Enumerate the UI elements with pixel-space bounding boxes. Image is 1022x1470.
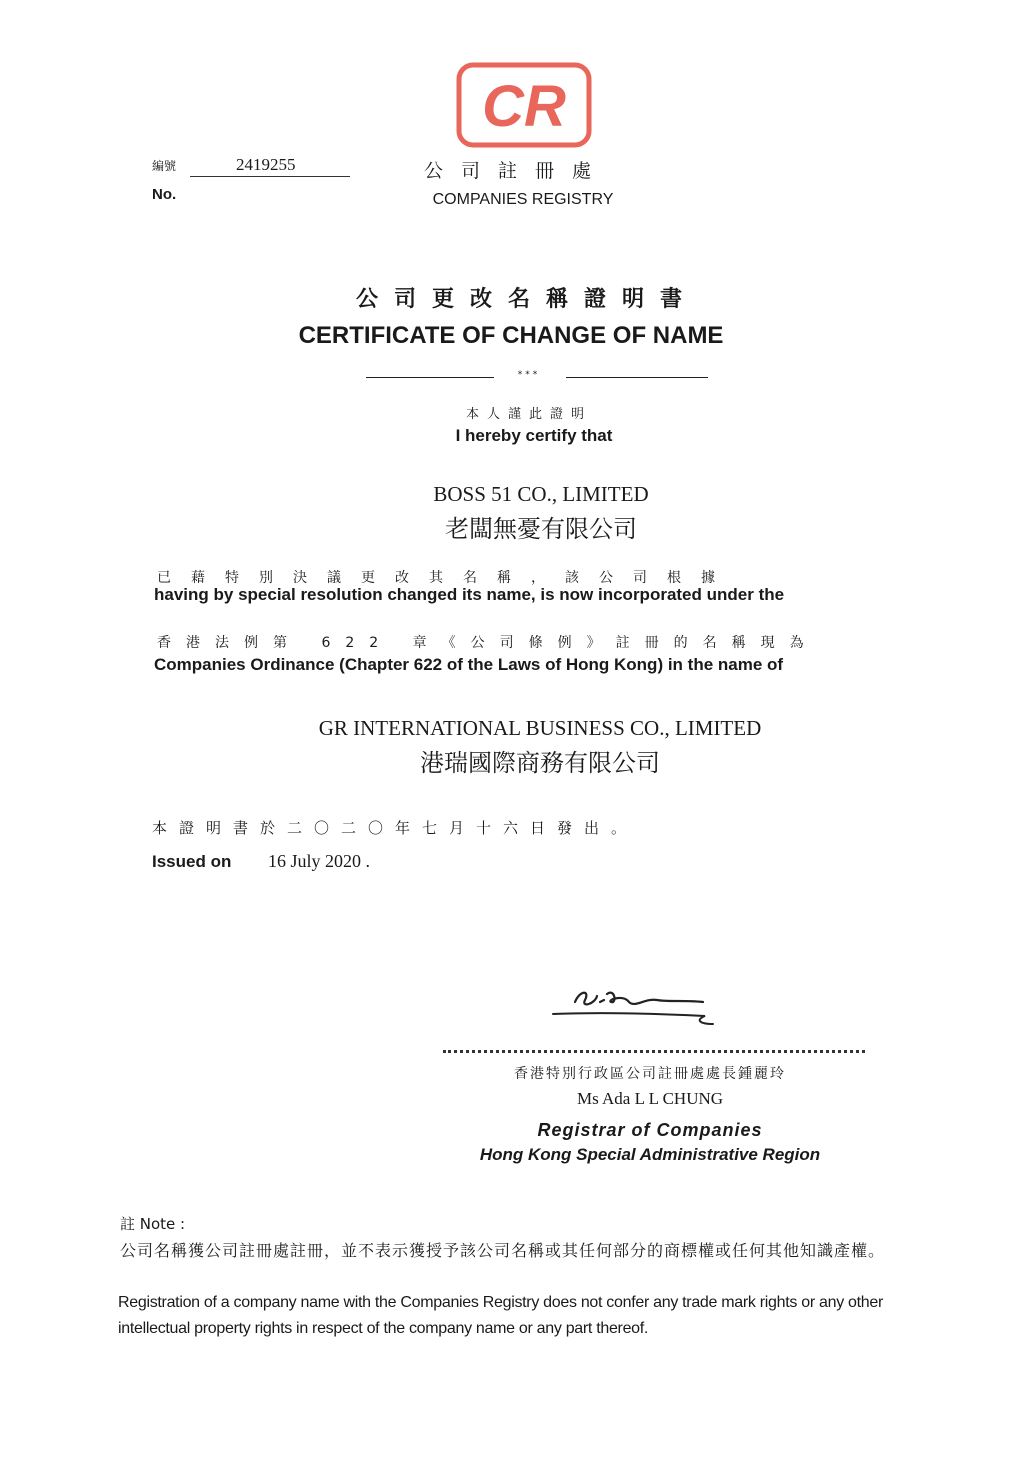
note-text-zh: 公司名稱獲公司註冊處註冊，並不表示獲授予該公司名稱或其任何部分的商標權或任何其他知識產權。 (120, 1241, 886, 1260)
certify-statement-zh: 本人謹此證明 (465, 407, 592, 422)
divider-ornament: *** (517, 370, 541, 380)
issued-date-zh: 本證明書於二〇二〇年七月十六日發出。 (152, 819, 639, 837)
note-text-en: Registration of a company name with the Companies Registry does not confer any trade mark rights or any other intellectual property rights in respect of the company name or any part thereof. (118, 1294, 884, 1337)
registration-number: 2419255 (190, 155, 350, 177)
body-line1-zh: 已藉特別決議更改其名稱，該公司根據 (157, 570, 735, 586)
companies-registry-logo (456, 62, 592, 148)
issued-date-en: 16 July 2020 . (268, 851, 371, 871)
old-company-name-zh: 老闆無憂有限公司 (445, 515, 637, 543)
logo-text: CR (482, 74, 566, 139)
registrar-name-zh: 香港特別行政區公司註冊處處長鍾麗玲 (514, 1066, 786, 1082)
registrar-signature (545, 980, 725, 1030)
registry-name-zh: 公司註冊處 (424, 160, 610, 182)
new-company-name-en: GR INTERNATIONAL BUSINESS CO., LIMITED (318, 716, 762, 740)
registration-number-label-zh: 編號 (152, 159, 177, 173)
old-company-name-en: BOSS 51 CO., LIMITED (433, 482, 649, 506)
divider-right (566, 377, 708, 378)
registry-name-en: COMPANIES REGISTRY (432, 191, 614, 208)
note-label: 註 Note : (120, 1215, 186, 1233)
body-line2-en: Companies Ordinance (Chapter 622 of the Laws of Hong Kong) in the name of (154, 655, 784, 674)
signature-dotted-line (443, 1050, 865, 1053)
registration-number-label-en: No. (152, 186, 177, 203)
new-company-name-zh: 港瑞國際商務有限公司 (420, 749, 660, 777)
body-line1-en: having by special resolution changed its name, is now incorporated under the (154, 585, 785, 604)
certificate-title-en: CERTIFICATE OF CHANGE OF NAME (298, 322, 724, 349)
body-line2-zh: 香港法例第 622 章《公司條例》註冊的名稱現為 (157, 635, 819, 651)
certify-statement-en: I hereby certify that (455, 426, 613, 445)
registrar-region: Hong Kong Special Administrative Region (479, 1145, 821, 1164)
registrar-name-en: Ms Ada L L CHUNG (576, 1089, 724, 1108)
issued-on-label: Issued on (152, 852, 232, 871)
certificate-title-zh: 公司更改名稱證明書 (355, 287, 698, 312)
registrar-title: Registrar of Companies (537, 1120, 763, 1140)
